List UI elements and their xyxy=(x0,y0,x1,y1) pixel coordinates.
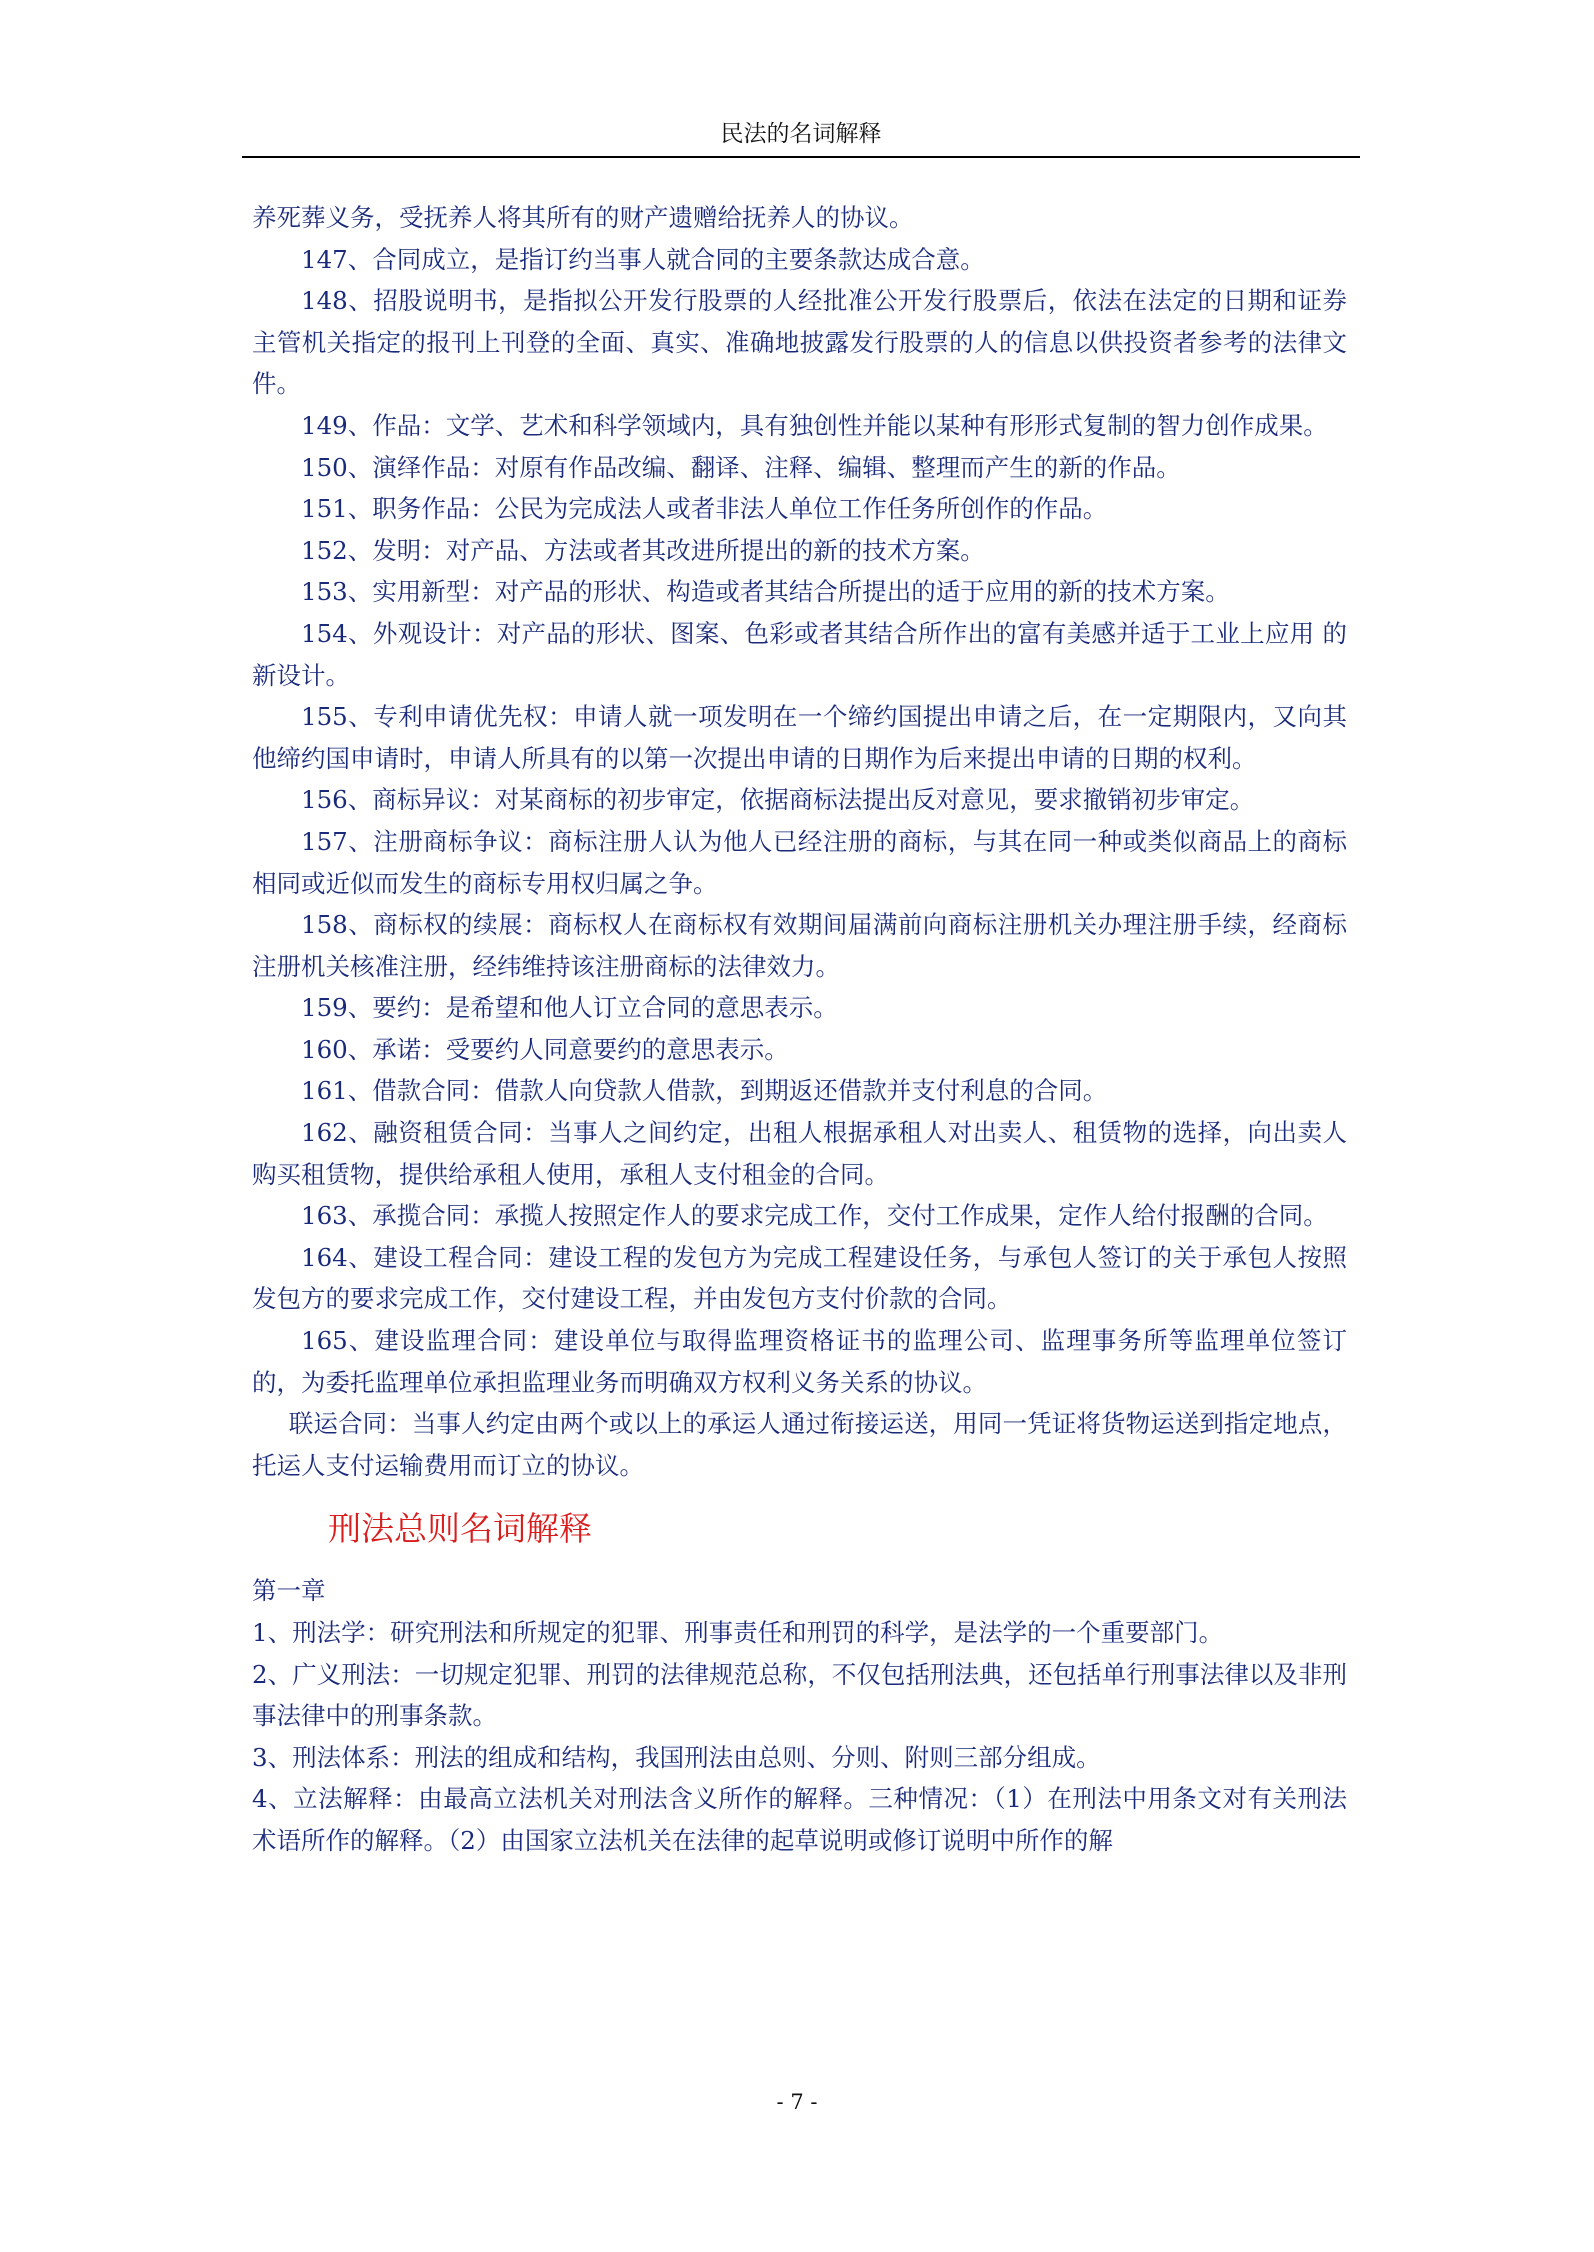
paragraph-161: 161、借款合同：借款人向贷款人借款，到期返还借款并支付利息的合同。 xyxy=(301,1076,1108,1106)
document-body xyxy=(252,197,1347,1862)
paragraph-152: 152、发明：对产品、方法或者其改进所提出的新的技术方案。 xyxy=(301,535,985,565)
paragraph-156: 156、商标异议：对某商标的初步审定，依据商标法提出反对意见，要求撤销初步审定。 xyxy=(301,785,1255,815)
paragraph-149: 149、作品：文学、艺术和科学领域内，具有独创性并能以某种有形形式复制的智力创作成果。 xyxy=(301,410,1328,440)
paragraph-165: 165、建设监理合同：建设单位与取得监理资格证书的监理公司、监理事务所等监理单位签订的，为委托监理单位承担监理业务而明确双方权利义务关系的协议。 xyxy=(252,1326,1347,1397)
paragraph-162: 162、融资租赁合同：当事人之间约定，出租人根据承租人对出卖人、租赁物的选择，向出卖人购买租赁物，提供给承租人使用，承租人支付租金的合同。 xyxy=(252,1118,1347,1189)
paragraph-155: 155、专利申请优先权：申请人就一项发明在一个缔约国提出申请之后，在一定期限内，又向其他缔约国申请时，申请人所具有的以第一次提出申请的日期作为后来提出申请的日期的权利。 xyxy=(252,702,1347,773)
paragraph-150: 150、演绎作品：对原有作品改编、翻译、注释、编辑、整理而产生的新的作品。 xyxy=(301,452,1181,482)
paragraph-163: 163、承揽合同：承揽人按照定作人的要求完成工作，交付工作成果，定作人给付报酬的合同。 xyxy=(301,1201,1328,1231)
page-number: - 7 - xyxy=(776,2090,818,2114)
paragraph-164: 164、建设工程合同：建设工程的发包方为完成工程建设任务，与承包人签订的关于承包人按照发包方的要求完成工作，交付建设工程，并由发包方支付价款的合同。 xyxy=(252,1242,1347,1314)
paragraph-160: 160、承诺：受要约人同意要约的意思表示。 xyxy=(301,1034,789,1064)
paragraph-151: 151、职务作品：公民为完成法人或者非法人单位工作任务所创作的作品。 xyxy=(301,494,1108,524)
paragraph-joint-transport: 联运合同：当事人约定由两个或以上的承运人通过衔接运送，用同一凭证将货物运送到指定地点，托运人支付运输费用而订立的协议。 xyxy=(252,1409,1347,1480)
paragraph-158: 158、商标权的续展：商标权人在商标权有效期间届满前向商标注册机关办理注册手续，经商标注册机关核准注册，经纬维持该注册商标的法律效力。 xyxy=(252,910,1347,981)
criminal-item-2: 2、广义刑法：一切规定犯罪、刑罚的法律规范总称，不仅包括刑法典，还包括单行刑事法律以及非刑事法律中的刑事条款。 xyxy=(252,1659,1347,1731)
section-title: 刑法总则名词解释 xyxy=(328,1509,592,1549)
chapter-heading: 第一章 xyxy=(252,1576,326,1606)
paragraph-147: 147、合同成立，是指订约当事人就合同的主要条款达成合意。 xyxy=(301,244,985,274)
paragraph-148: 148、招股说明书，是指拟公开发行股票的人经批准公开发行股票后，依法在法定的日期和证券主管机关指定的报刊上刊登的全面、真实、准确地披露发行股票的人的信息以供投资者参考的法律文件。 xyxy=(252,286,1347,399)
paragraph-154: 154、外观设计：对产品的形状、图案、色彩或者其结合所作出的富有美感并适于工业上应用 的新设计。 xyxy=(252,618,1347,690)
paragraph-157: 157、注册商标争议：商标注册人认为他人已经注册的商标，与其在同一种或类似商品上的商标相同或近似而发生的商标专用权归属之争。 xyxy=(252,826,1347,898)
paragraph-continued: 养死葬义务，受抚养人将其所有的财产遗赠给抚养人的协议。 xyxy=(252,203,914,232)
criminal-item-4: 4、立法解释：由最高立法机关对刑法含义所作的解释。三种情况：（1）在刑法中用条文对有关刑法术语所作的解释。（2）由国家立法机关在法律的起草说明或修订说明中所作的解 xyxy=(252,1784,1347,1855)
criminal-item-1: 1、刑法学：研究刑法和所规定的犯罪、刑事责任和刑罚的科学，是法学的一个重要部门。 xyxy=(252,1618,1224,1647)
page-header: 民法的名词解释 xyxy=(242,112,1360,158)
criminal-item-3: 3、刑法体系：刑法的组成和结构，我国刑法由总则、分则、附则三部分组成。 xyxy=(252,1742,1101,1772)
paragraph-153: 153、实用新型：对产品的形状、构造或者其结合所提出的适于应用的新的技术方案。 xyxy=(301,577,1230,607)
paragraph-159: 159、要约：是希望和他人订立合同的意思表示。 xyxy=(301,993,838,1023)
